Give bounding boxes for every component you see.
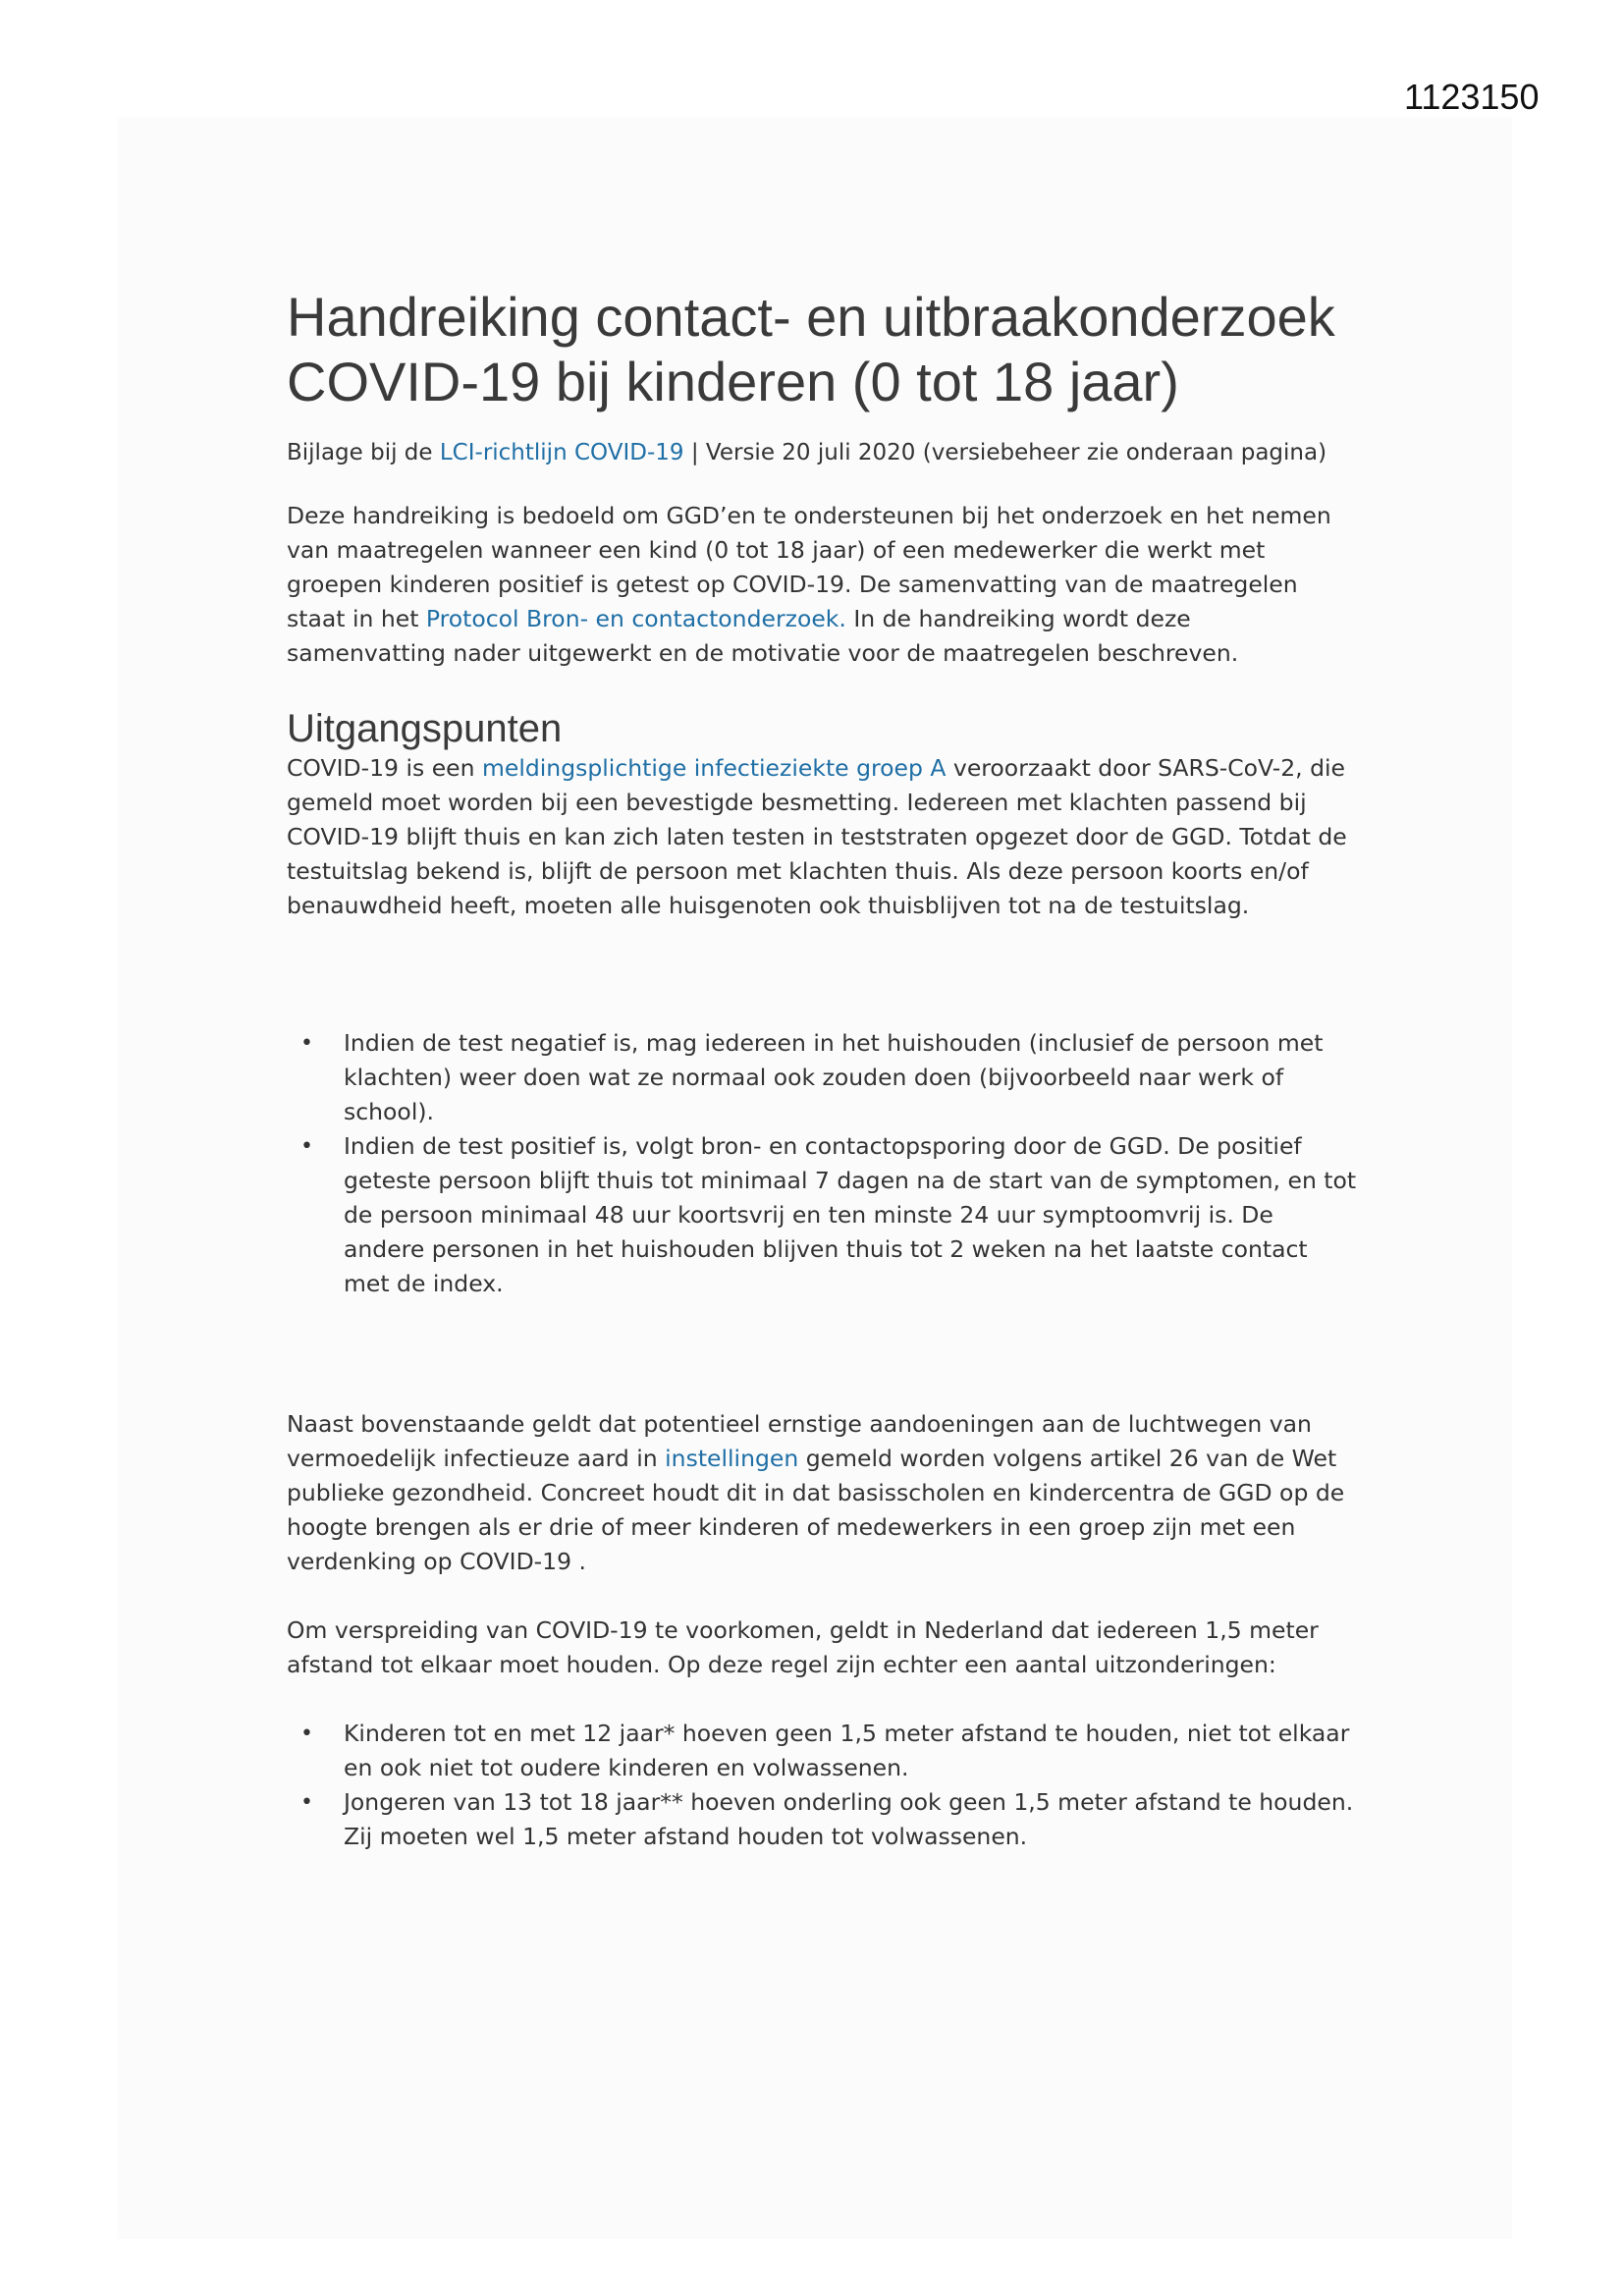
list-item-text: Kinderen tot en met 12 jaar* hoeven geen 1,5 meter afstand te houden, niet tot elkaar en ook niet tot oudere kinderen en volwassenen. [344, 1720, 1350, 1781]
list-item [287, 1785, 1357, 1854]
list-item-text: Indien de test negatief is, mag iedereen in het huishouden (inclusief de persoon met klachten) weer doen wat ze normaal ook zouden doen (bijvoorbeeld naar werk of school). [344, 1029, 1324, 1125]
uitgangspunten-text-1: COVID-19 is een [287, 754, 482, 782]
uitgangspunten-paragraph [287, 751, 1357, 923]
intro-text-1: Deze handreiking is bedoeld om GGD’en te ondersteunen bij het onderzoek en het nemen van maatregelen wanneer een kind (0 tot 18 jaar) of een medewerker die werkt met groepen kinderen positief is getest op COVID-19. De samenvatting van de maatregelen staat in het [287, 502, 1331, 632]
intro-text-2: In de handreiking wordt deze samenvatting nader uitgewerkt en de motivatie voor de maatregelen beschreven. [287, 605, 1239, 667]
test-result-list [287, 1026, 1357, 1301]
afstand-paragraph: Om verspreiding van COVID-19 te voorkomen, geldt in Nederland dat iedereen 1,5 meter afstand tot elkaar moet houden. Op deze regel zijn echter een aantal uitzonderingen: [287, 1616, 1319, 1678]
document-content [287, 285, 1357, 1854]
protocol-link[interactable]: Protocol Bron- en contactonderzoek. [425, 605, 846, 632]
bullet-icon: • [300, 1134, 313, 1159]
document-number: 1123150 [1404, 77, 1540, 117]
intro-paragraph [287, 499, 1357, 671]
list-item [287, 1026, 1357, 1129]
subtitle-prefix: Bijlage bij de [287, 440, 440, 465]
list-item-text: Jongeren van 13 tot 18 jaar** hoeven onderling ook geen 1,5 meter afstand te houden. Zij moeten wel 1,5 meter afstand houden tot volwassenen. [344, 1788, 1354, 1850]
subtitle-suffix: | Versie 20 juli 2020 (versiebeheer zie onderaan pagina) [683, 440, 1327, 465]
section-heading: Uitgangspunten [287, 707, 563, 750]
exceptions-list [287, 1717, 1357, 1854]
melding-paragraph [287, 1407, 1357, 1579]
melding-text-2: gemeld worden volgens artikel 26 van de Wet publieke gezondheid. Concreet houdt dit in dat basisscholen en kindercentra de GGD op de hoogte brengen als er drie of meer kinderen of medewerkers in een groep zijn met een verdenking op COVID-19 . [287, 1445, 1345, 1575]
meldingsplichtige-link[interactable]: meldingsplichtige infectieziekte groep A [481, 754, 947, 782]
lci-richtlijn-link[interactable]: LCI-richtlijn COVID-19 [439, 440, 684, 465]
list-item [287, 1717, 1357, 1785]
list-item [287, 1129, 1357, 1301]
list-item-text: Indien de test positief is, volgt bron- en contactopsporing door de GGD. De positief geteste persoon blijft thuis tot minimaal 7 dagen na de start van de symptomen, en tot de persoon minimaal 48 uur koortsvrij en ten minste 24 uur symptoomvrij is. De andere personen in het huishouden blijven thuis tot 2 weken na het laatste contact met de index. [344, 1132, 1357, 1297]
page-title: Handreiking contact- en uitbraakonderzoek COVID-19 bij kinderen (0 tot 18 jaar) [287, 286, 1335, 412]
uitgangspunten-text-2: veroorzaakt door SARS-CoV-2, die gemeld moet worden bij een bevestigde besmetting. Iedereen met klachten passend bij COVID-19 blijft thuis en kan zich laten testen in teststraten opgezet door de GGD. Totdat de testuitslag bekend is, blijft de persoon met klachten thuis. Als deze persoon koorts en/of benauwdheid heeft, moeten alle huisgenoten ook thuisblijven tot na de testuitslag. [287, 754, 1347, 919]
bullet-icon: • [300, 1722, 313, 1746]
melding-text-1: Naast bovenstaande geldt dat potentieel ernstige aandoeningen aan de luchtwegen van vermoedelijk infectieuze aard in [287, 1410, 1312, 1472]
bullet-icon: • [300, 1031, 313, 1056]
bullet-icon: • [300, 1790, 313, 1815]
subtitle [287, 436, 1357, 469]
instellingen-link[interactable]: instellingen [665, 1445, 799, 1472]
